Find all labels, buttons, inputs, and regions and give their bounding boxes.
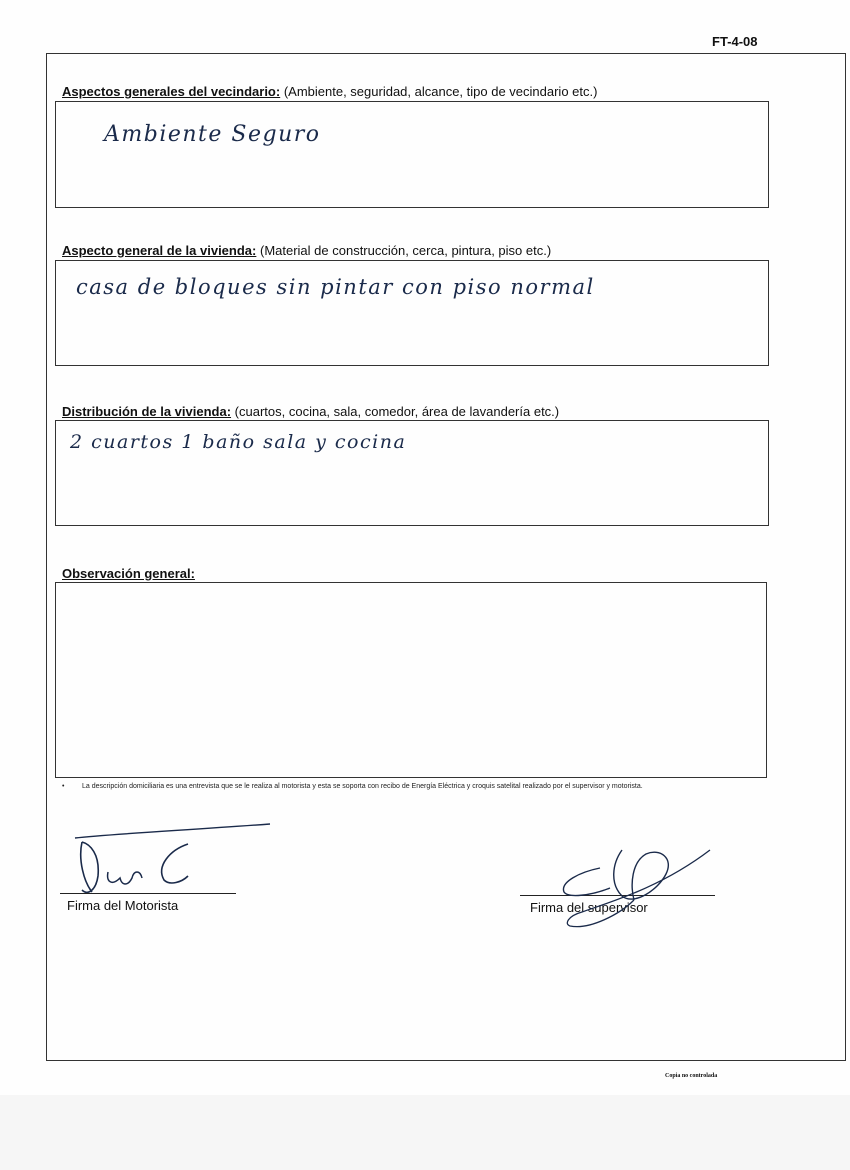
driver-signature-label: Firma del Motorista — [67, 898, 179, 913]
footnote-text: La descripción domiciliaria es una entrevista que se le realiza al motorista y esta se soporta con recibo de Energía Eléctrica y croquis satelital realizado por el supervisor y motorista. — [82, 783, 643, 790]
section-house-heading: Aspecto general de la vivienda: — [62, 243, 257, 258]
neighborhood-answer: Ambiente Seguro — [104, 122, 321, 147]
section-observation-label — [62, 566, 195, 581]
section-neighborhood-hint: (Ambiente, seguridad, alcance, tipo de vecindario etc.) — [283, 84, 598, 99]
neighborhood-answer-box — [55, 101, 769, 208]
house-answer-box — [55, 260, 769, 366]
form-code: FT-4-08 — [712, 34, 758, 49]
section-neighborhood-label — [62, 84, 597, 99]
observation-answer-box — [55, 582, 767, 778]
section-house-hint: (Material de construcción, cerca, pintura, piso etc.) — [259, 243, 552, 258]
supervisor-signature — [550, 840, 720, 940]
distribution-answer-box — [55, 420, 769, 526]
section-distribution-label — [62, 404, 559, 419]
house-answer: casa de bloques sin pintar con piso normal — [76, 275, 595, 299]
section-neighborhood-heading: Aspectos generales del vecindario: — [62, 84, 281, 99]
footnote — [62, 782, 767, 791]
footnote-bullet: • — [62, 783, 65, 790]
section-observation-heading: Observación general: — [62, 566, 195, 581]
supervisor-signature-label: Firma del supervisor — [530, 900, 648, 915]
section-distribution-hint: (cuartos, cocina, sala, comedor, área de lavandería etc.) — [234, 404, 560, 419]
driver-signature — [70, 820, 280, 900]
section-distribution-heading: Distribución de la vivienda: — [62, 404, 232, 419]
driver-signature-line — [60, 893, 236, 894]
distribution-answer: 2 cuartos 1 baño sala y cocina — [70, 431, 407, 453]
section-house-label — [62, 243, 551, 258]
scan-margin — [0, 1095, 850, 1170]
copy-note: Copia no controlada — [665, 1073, 718, 1079]
